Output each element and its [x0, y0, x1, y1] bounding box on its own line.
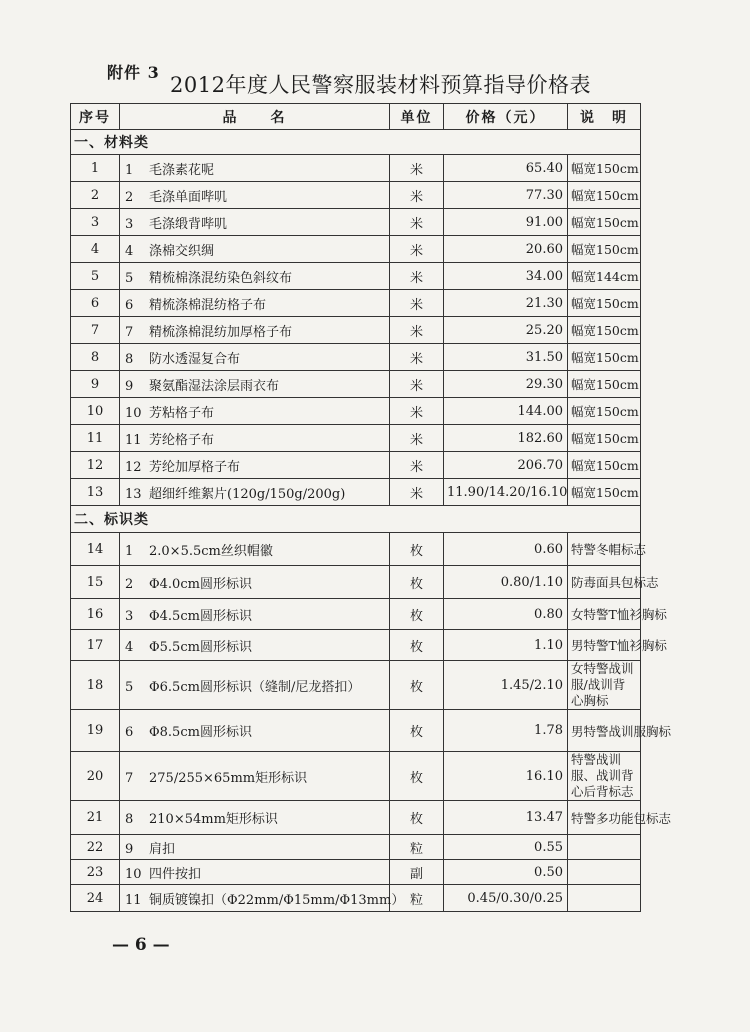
- cell-sub-index: 6: [125, 725, 134, 740]
- cell-price: 16.10: [444, 752, 568, 801]
- cell-unit: 米: [390, 371, 444, 398]
- cell-name: [120, 885, 405, 912]
- cell-note: 特警冬帽标志: [568, 533, 641, 566]
- cell-price: 1.45/2.10: [444, 661, 568, 710]
- header-unit: 单位: [390, 104, 444, 130]
- cell-unit: 米: [390, 317, 444, 344]
- cell-name: [120, 398, 390, 425]
- cell-name: [120, 371, 390, 398]
- cell-name: [120, 630, 390, 661]
- cell-name-text: 四件按扣: [149, 866, 202, 882]
- cell-note: 幅宽150cm: [568, 155, 641, 182]
- cell-unit: 枚: [390, 533, 444, 566]
- cell-unit: 米: [390, 452, 444, 479]
- cell-name: [120, 752, 390, 801]
- table-row: [71, 452, 641, 479]
- cell-note: 幅宽150cm: [568, 290, 641, 317]
- cell-note: 幅宽150cm: [568, 182, 641, 209]
- cell-seq: 13: [71, 479, 120, 506]
- cell-unit: 米: [390, 182, 444, 209]
- cell-unit: 米: [390, 155, 444, 182]
- cell-note: 幅宽150cm: [568, 425, 641, 452]
- page-number: — 6 —: [112, 935, 170, 955]
- cell-price: 1.78: [444, 710, 568, 752]
- cell-note: 幅宽150cm: [568, 479, 641, 506]
- header-name: 品 名: [120, 104, 390, 130]
- cell-price: 144.00: [444, 398, 568, 425]
- cell-unit: 枚: [390, 801, 444, 835]
- header-note: 说 明: [568, 104, 641, 130]
- cell-sub-index: 3: [125, 608, 134, 624]
- cell-seq: 15: [71, 566, 120, 599]
- cell-note: [568, 860, 641, 885]
- cell-sub-index: 4: [125, 639, 134, 655]
- cell-note: 女特警战训服/战训背心胸标: [568, 661, 641, 710]
- cell-sub-index: 11: [125, 432, 142, 448]
- cell-unit: 枚: [390, 566, 444, 599]
- cell-seq: 2: [71, 182, 120, 209]
- header-seq: 序号: [71, 104, 120, 130]
- table-row: [71, 155, 641, 182]
- cell-price: 0.80: [444, 599, 568, 630]
- cell-name: [120, 263, 390, 290]
- cell-unit: 米: [390, 236, 444, 263]
- cell-sub-index: 1: [125, 162, 134, 178]
- table-row: [71, 236, 641, 263]
- table-row: [71, 752, 641, 801]
- cell-name: [120, 155, 390, 182]
- cell-sub-index: 5: [125, 679, 134, 695]
- cell-name: [120, 479, 390, 506]
- cell-name-text: Φ5.5cm圆形标识: [149, 639, 252, 655]
- cell-unit: 枚: [390, 630, 444, 661]
- cell-sub-index: 13: [125, 486, 142, 502]
- cell-sub-index: 3: [125, 216, 134, 232]
- cell-seq: 21: [71, 801, 120, 835]
- cell-sub-index: 7: [125, 770, 134, 786]
- table-row: [71, 599, 641, 630]
- cell-unit: 米: [390, 398, 444, 425]
- table-row: [71, 425, 641, 452]
- cell-name: [120, 452, 390, 479]
- cell-name-text: 2.0×5.5cm丝织帽徽: [149, 543, 273, 559]
- cell-seq: 17: [71, 630, 120, 661]
- cell-name-text: 毛涤单面哔叽: [149, 189, 228, 205]
- cell-note: 幅宽150cm: [568, 398, 641, 425]
- table-row: [71, 344, 641, 371]
- table-row: [71, 479, 641, 506]
- cell-price: 91.00: [444, 209, 568, 236]
- cell-sub-index: 2: [125, 189, 134, 205]
- cell-name-text: 涤棉交织绸: [149, 243, 215, 259]
- cell-unit: 粒: [390, 835, 444, 860]
- cell-note: [568, 885, 641, 912]
- cell-name: [120, 860, 390, 885]
- table-row: [71, 290, 641, 317]
- cell-sub-index: 6: [125, 297, 134, 313]
- table-row: [71, 263, 641, 290]
- cell-name-text: 铜质镀镍扣（Φ22mm/Φ15mm/Φ13mm）: [149, 892, 405, 908]
- cell-note: 幅宽150cm: [568, 344, 641, 371]
- cell-unit: 米: [390, 425, 444, 452]
- table-row: [71, 710, 641, 752]
- cell-name-text: Φ4.0cm圆形标识: [149, 576, 252, 592]
- cell-seq: 16: [71, 599, 120, 630]
- cell-seq: 1: [71, 155, 120, 182]
- document-title: 2012年度人民警察服装材料预算指导价格表: [170, 73, 591, 97]
- cell-seq: 20: [71, 752, 120, 801]
- cell-note: 幅宽150cm: [568, 371, 641, 398]
- cell-unit: 粒: [390, 885, 444, 912]
- cell-note: 幅宽150cm: [568, 317, 641, 344]
- cell-note: 幅宽150cm: [568, 236, 641, 263]
- cell-unit: 米: [390, 479, 444, 506]
- cell-price: 65.40: [444, 155, 568, 182]
- cell-price: 20.60: [444, 236, 568, 263]
- cell-price: 25.20: [444, 317, 568, 344]
- cell-note: 女特警T恤衫胸标: [568, 599, 641, 630]
- cell-name: [120, 710, 390, 752]
- cell-note: [568, 835, 641, 860]
- cell-sub-index: 5: [125, 270, 134, 286]
- cell-name: [120, 566, 390, 599]
- cell-name-text: 275/255×65mm矩形标识: [149, 770, 308, 786]
- cell-sub-index: 4: [125, 243, 134, 259]
- cell-name: [120, 801, 390, 835]
- cell-name: [120, 533, 390, 566]
- cell-name: [120, 599, 390, 630]
- cell-sub-index: 10: [125, 866, 142, 882]
- cell-sub-index: 10: [125, 405, 142, 421]
- cell-name: [120, 236, 390, 263]
- cell-name: [120, 317, 390, 344]
- section-header-row: [71, 506, 641, 533]
- cell-sub-index: 2: [125, 576, 134, 592]
- header-price: 价格（元）: [444, 104, 568, 130]
- cell-unit: 米: [390, 290, 444, 317]
- cell-name-text: 芳粘格子布: [149, 405, 215, 421]
- cell-seq: 14: [71, 533, 120, 566]
- cell-unit: 米: [390, 263, 444, 290]
- cell-unit: 副: [390, 860, 444, 885]
- cell-seq: 3: [71, 209, 120, 236]
- annex-label: 附件 3: [107, 63, 160, 82]
- cell-name-text: 聚氨酯湿法涂层雨衣布: [149, 378, 280, 394]
- cell-name-text: 210×54mm矩形标识: [149, 812, 278, 827]
- cell-note: 幅宽144cm: [568, 263, 641, 290]
- cell-unit: 枚: [390, 661, 444, 710]
- cell-note: 幅宽150cm: [568, 209, 641, 236]
- cell-name-text: 芳纶加厚格子布: [149, 459, 241, 475]
- table-row: [71, 533, 641, 566]
- table-row: [71, 182, 641, 209]
- cell-seq: 12: [71, 452, 120, 479]
- cell-seq: 18: [71, 661, 120, 710]
- section-title: 一、材料类: [71, 130, 641, 155]
- table-row: [71, 209, 641, 236]
- cell-name-text: 防水透湿复合布: [149, 351, 241, 367]
- cell-name-text: 毛涤缎背哔叽: [149, 216, 228, 232]
- cell-name-text: Φ8.5cm圆形标识: [149, 725, 252, 740]
- cell-unit: 枚: [390, 599, 444, 630]
- cell-sub-index: 12: [125, 459, 142, 475]
- cell-price: 11.90/14.20/16.10: [444, 479, 568, 506]
- cell-price: 182.60: [444, 425, 568, 452]
- cell-name-text: 肩扣: [149, 841, 176, 857]
- cell-sub-index: 7: [125, 324, 134, 340]
- cell-name: [120, 182, 390, 209]
- table-row: [71, 661, 641, 710]
- cell-name: [120, 344, 390, 371]
- table-header-row: [71, 104, 641, 130]
- table-row: [71, 801, 641, 835]
- table-row: [71, 317, 641, 344]
- cell-seq: 8: [71, 344, 120, 371]
- cell-price: 21.30: [444, 290, 568, 317]
- cell-note: 特警战训服、战训背心后背标志: [568, 752, 641, 801]
- cell-price: 0.50: [444, 860, 568, 885]
- price-table: [70, 103, 672, 912]
- cell-unit: 枚: [390, 752, 444, 801]
- cell-unit: 米: [390, 344, 444, 371]
- section-header-row: [71, 130, 641, 155]
- cell-note: 男特警战训服胸标: [568, 710, 641, 752]
- cell-seq: 19: [71, 710, 120, 752]
- cell-seq: 22: [71, 835, 120, 860]
- cell-seq: 7: [71, 317, 120, 344]
- cell-name: [120, 661, 390, 710]
- cell-note: 男特警T恤衫胸标: [568, 630, 641, 661]
- cell-name-text: 精梳棉涤混纺染色斜纹布: [149, 270, 293, 286]
- table-row: [71, 885, 641, 912]
- cell-name: [120, 425, 390, 452]
- cell-price: 0.45/0.30/0.25: [444, 885, 568, 912]
- cell-sub-index: 8: [125, 351, 134, 367]
- cell-sub-index: 9: [125, 378, 134, 394]
- cell-name-text: 毛涤素花呢: [149, 162, 215, 178]
- cell-name-text: Φ4.5cm圆形标识: [149, 608, 252, 624]
- cell-sub-index: 9: [125, 841, 134, 857]
- cell-price: 0.80/1.10: [444, 566, 568, 599]
- table-row: [71, 398, 641, 425]
- cell-note: 特警多功能包标志: [568, 801, 641, 835]
- cell-note: 幅宽150cm: [568, 452, 641, 479]
- cell-seq: 11: [71, 425, 120, 452]
- table-body: [71, 130, 672, 912]
- table-row: [71, 566, 641, 599]
- cell-seq: 10: [71, 398, 120, 425]
- cell-name-text: 超细纤维絮片(120g/150g/200g): [149, 486, 346, 502]
- cell-name-text: Φ6.5cm圆形标识（缝制/尼龙搭扣）: [149, 679, 361, 695]
- cell-price: 31.50: [444, 344, 568, 371]
- table-row: [71, 371, 641, 398]
- cell-name-text: 精梳涤棉混纺格子布: [149, 297, 267, 313]
- cell-unit: 枚: [390, 710, 444, 752]
- cell-sub-index: 1: [125, 543, 134, 559]
- cell-price: 77.30: [444, 182, 568, 209]
- cell-unit: 米: [390, 209, 444, 236]
- cell-price: 1.10: [444, 630, 568, 661]
- cell-seq: 6: [71, 290, 120, 317]
- cell-seq: 23: [71, 860, 120, 885]
- cell-name-text: 芳纶格子布: [149, 432, 215, 448]
- cell-price: 29.30: [444, 371, 568, 398]
- cell-sub-index: 11: [125, 892, 142, 908]
- cell-price: 0.55: [444, 835, 568, 860]
- cell-price: 206.70: [444, 452, 568, 479]
- cell-price: 13.47: [444, 801, 568, 835]
- cell-name: [120, 835, 390, 860]
- table-row: [71, 835, 641, 860]
- cell-name: [120, 290, 390, 317]
- table-row: [71, 630, 641, 661]
- cell-name: [120, 209, 390, 236]
- cell-seq: 4: [71, 236, 120, 263]
- cell-name-text: 精梳涤棉混纺加厚格子布: [149, 324, 293, 340]
- cell-note: 防毒面具包标志: [568, 566, 641, 599]
- cell-seq: 5: [71, 263, 120, 290]
- cell-sub-index: 8: [125, 812, 134, 827]
- table-row: [71, 860, 641, 885]
- cell-seq: 24: [71, 885, 120, 912]
- cell-price: 0.60: [444, 533, 568, 566]
- section-title: 二、标识类: [71, 506, 641, 533]
- cell-price: 34.00: [444, 263, 568, 290]
- cell-seq: 9: [71, 371, 120, 398]
